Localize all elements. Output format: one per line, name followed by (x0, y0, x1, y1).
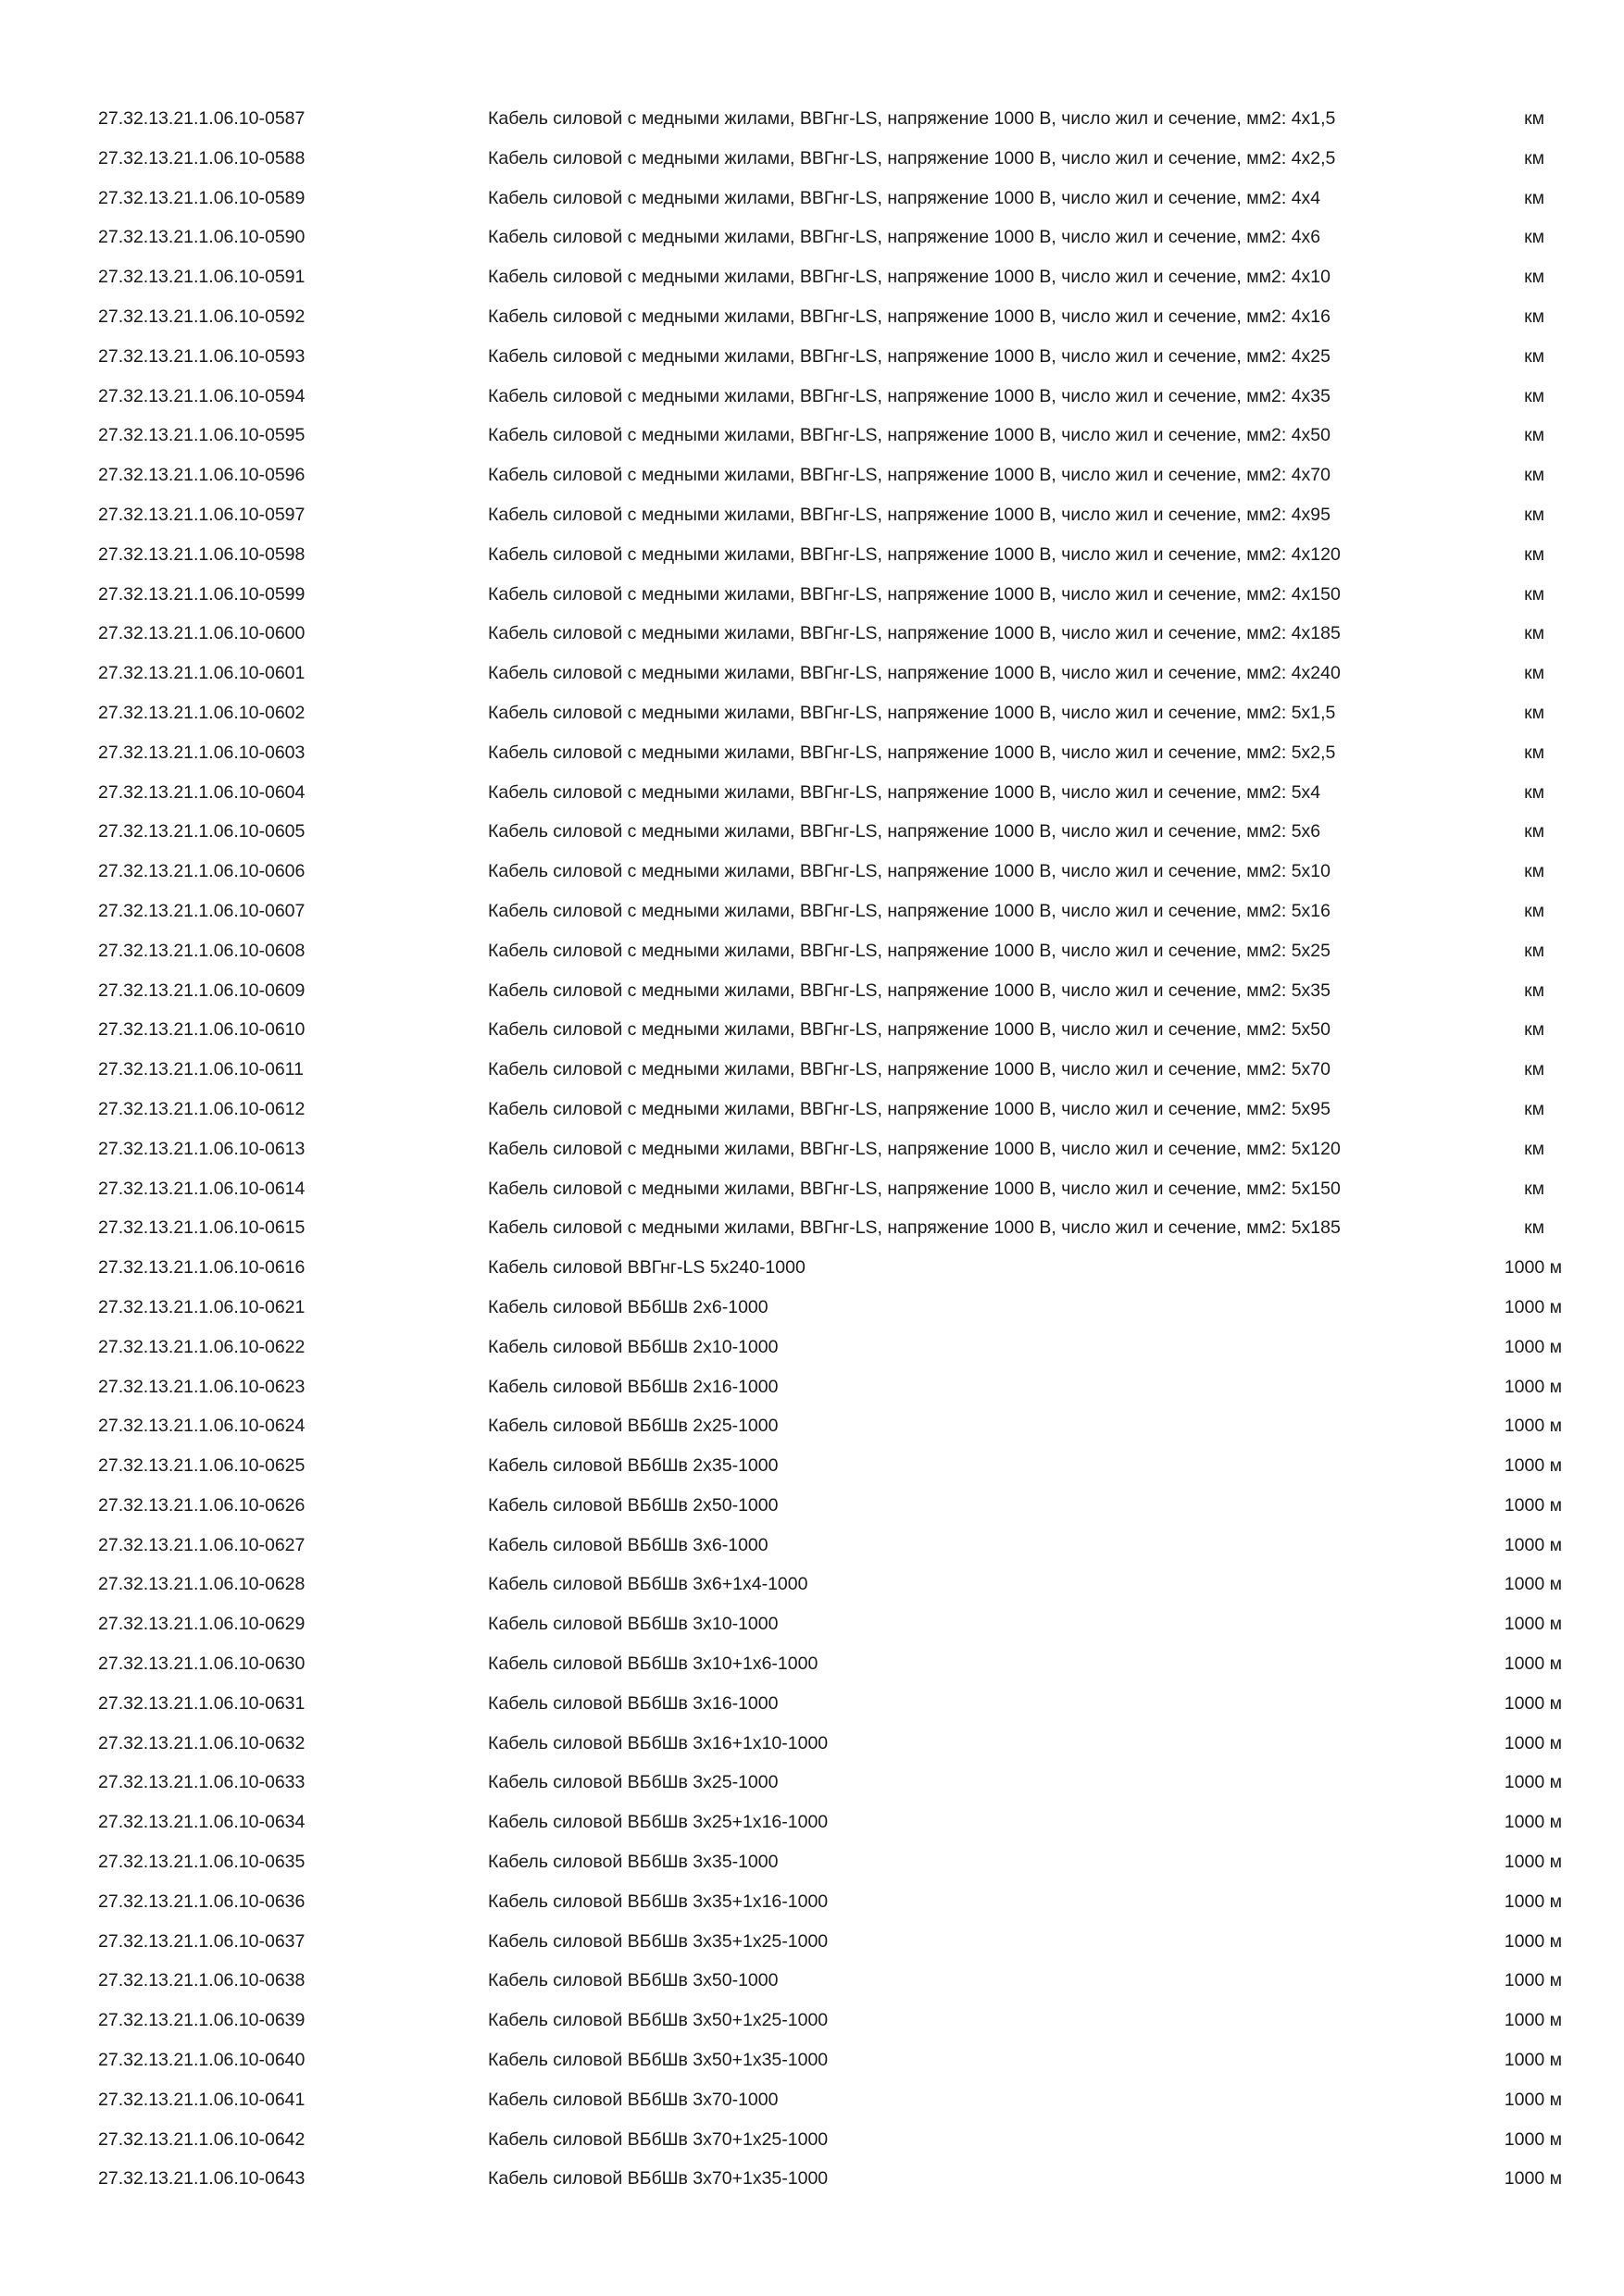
unit-of-measure: 1000 м (1504, 1574, 1562, 1595)
unit-of-measure: км (1524, 663, 1544, 684)
table-row (0, 459, 1624, 499)
resource-code: 27.32.13.21.1.06.10-0621 (98, 1296, 306, 1317)
resource-code: 27.32.13.21.1.06.10-0607 (98, 900, 306, 921)
resource-code: 27.32.13.21.1.06.10-0605 (98, 821, 306, 842)
resource-name: Кабель силовой с медными жилами, ВВГнг-LS, напряжение 1000 В, число жил и сечение, мм2: 5х1,5 (488, 702, 1336, 723)
resource-name: Кабель силовой ВБбШв 3х50+1х35-1000 (488, 2050, 829, 2071)
resource-code: 27.32.13.21.1.06.10-0634 (98, 1812, 306, 1833)
resource-code: 27.32.13.21.1.06.10-0594 (98, 385, 306, 406)
unit-of-measure: км (1524, 1059, 1544, 1080)
unit-of-measure: 1000 м (1504, 1296, 1562, 1317)
resource-code: 27.32.13.21.1.06.10-0642 (98, 2128, 306, 2150)
resource-code: 27.32.13.21.1.06.10-0636 (98, 1890, 306, 1912)
resource-name: Кабель силовой ВБбШв 2х50-1000 (488, 1494, 779, 1516)
resource-name: Кабель силовой с медными жилами, ВВГнг-LS, напряжение 1000 В, число жил и сечение, мм2: 5х50 (488, 1019, 1330, 1041)
resource-code: 27.32.13.21.1.06.10-0608 (98, 940, 306, 961)
table-row (0, 1568, 1624, 1608)
resource-code: 27.32.13.21.1.06.10-0603 (98, 742, 306, 763)
unit-of-measure: 1000 м (1504, 1930, 1562, 1952)
table-row (0, 1173, 1624, 1213)
unit-of-measure: км (1524, 861, 1544, 882)
resource-code: 27.32.13.21.1.06.10-0604 (98, 781, 306, 803)
unit-of-measure: 1000 м (1504, 1852, 1562, 1873)
resource-name: Кабель силовой с медными жилами, ВВГнг-LS, напряжение 1000 В, число жил и сечение, мм2: 5х150 (488, 1178, 1341, 1199)
resource-name: Кабель силовой с медными жилами, ВВГнг-LS, напряжение 1000 В, число жил и сечение, мм2: 5х70 (488, 1059, 1330, 1080)
table-row (0, 419, 1624, 459)
unit-of-measure: 1000 м (1504, 1732, 1562, 1753)
resource-code: 27.32.13.21.1.06.10-0593 (98, 345, 306, 367)
table-row (0, 935, 1624, 975)
resource-code: 27.32.13.21.1.06.10-0623 (98, 1376, 306, 1397)
resource-name: Кабель силовой с медными жилами, ВВГнг-LS, напряжение 1000 В, число жил и сечение, мм2: 4х16 (488, 306, 1330, 327)
resource-name: Кабель силовой ВБбШв 3х35+1х16-1000 (488, 1890, 829, 1912)
resource-name: Кабель силовой с медными жилами, ВВГнг-LS, напряжение 1000 В, число жил и сечение, мм2: 4х50 (488, 425, 1330, 446)
resource-code: 27.32.13.21.1.06.10-0641 (98, 2089, 306, 2110)
unit-of-measure: км (1524, 742, 1544, 763)
resource-code: 27.32.13.21.1.06.10-0600 (98, 623, 306, 644)
resource-name: Кабель силовой ВБбШв 3х35-1000 (488, 1852, 779, 1873)
table-row (0, 539, 1624, 579)
table-row (0, 1648, 1624, 1688)
table-row (0, 221, 1624, 261)
table-row (0, 2004, 1624, 2044)
unit-of-measure: 1000 м (1504, 1812, 1562, 1833)
table-row (0, 1212, 1624, 1252)
resource-name: Кабель силовой ВБбШв 3х10-1000 (488, 1614, 779, 1635)
unit-of-measure: 1000 м (1504, 1970, 1562, 1991)
resource-code: 27.32.13.21.1.06.10-0609 (98, 980, 306, 1001)
resource-code: 27.32.13.21.1.06.10-0596 (98, 465, 306, 486)
unit-of-measure: 1000 м (1504, 1890, 1562, 1912)
resource-code: 27.32.13.21.1.06.10-0616 (98, 1257, 306, 1279)
resource-code: 27.32.13.21.1.06.10-0610 (98, 1019, 306, 1041)
unit-of-measure: км (1524, 1217, 1544, 1239)
resource-code: 27.32.13.21.1.06.10-0624 (98, 1416, 306, 1437)
unit-of-measure: км (1524, 385, 1544, 406)
table-row (0, 1728, 1624, 1767)
resource-code: 27.32.13.21.1.06.10-0625 (98, 1455, 306, 1477)
resource-code: 27.32.13.21.1.06.10-0588 (98, 147, 306, 168)
table-row (0, 1846, 1624, 1886)
resource-code: 27.32.13.21.1.06.10-0615 (98, 1217, 306, 1239)
resource-name: Кабель силовой с медными жилами, ВВГнг-LS, напряжение 1000 В, число жил и сечение, мм2: 4х6 (488, 227, 1321, 248)
unit-of-measure: 1000 м (1504, 1614, 1562, 1635)
unit-of-measure: км (1524, 821, 1544, 842)
resource-name: Кабель силовой с медными жилами, ВВГнг-LS, напряжение 1000 В, число жил и сечение, мм2: 4х1,5 (488, 108, 1336, 129)
table-row (0, 855, 1624, 895)
resource-name: Кабель силовой с медными жилами, ВВГнг-LS, напряжение 1000 В, число жил и сечение, мм2: 5х185 (488, 1217, 1341, 1239)
resource-name: Кабель силовой с медными жилами, ВВГнг-LS, напряжение 1000 В, число жил и сечение, мм2: 4х10 (488, 267, 1330, 288)
table-row (0, 2163, 1624, 2202)
table-row (0, 1054, 1624, 1093)
unit-of-measure: км (1524, 345, 1544, 367)
resource-name: Кабель силовой с медными жилами, ВВГнг-LS, напряжение 1000 В, число жил и сечение, мм2: 4х35 (488, 385, 1330, 406)
resource-code: 27.32.13.21.1.06.10-0632 (98, 1732, 306, 1753)
table-row (0, 2084, 1624, 2124)
unit-of-measure: км (1524, 227, 1544, 248)
unit-of-measure: км (1524, 1098, 1544, 1119)
unit-of-measure: 1000 м (1504, 1416, 1562, 1437)
unit-of-measure: 1000 м (1504, 1534, 1562, 1555)
resource-name: Кабель силовой ВБбШв 3х25+1х16-1000 (488, 1812, 829, 1833)
resource-name: Кабель силовой ВБбШв 3х35+1х25-1000 (488, 1930, 829, 1952)
resource-code: 27.32.13.21.1.06.10-0591 (98, 267, 306, 288)
table-row (0, 2124, 1624, 2164)
unit-of-measure: км (1524, 1138, 1544, 1159)
unit-of-measure: км (1524, 504, 1544, 525)
resource-name: Кабель силовой с медными жилами, ВВГнг-LS, напряжение 1000 В, число жил и сечение, мм2: 4х25 (488, 345, 1330, 367)
resource-code: 27.32.13.21.1.06.10-0589 (98, 187, 306, 208)
resource-name: Кабель силовой ВБбШв 3х70+1х25-1000 (488, 2128, 829, 2150)
unit-of-measure: км (1524, 623, 1544, 644)
resource-name: Кабель силовой с медными жилами, ВВГнг-LS, напряжение 1000 В, число жил и сечение, мм2: 4х70 (488, 465, 1330, 486)
resource-name: Кабель силовой ВБбШв 3х50-1000 (488, 1970, 779, 1991)
unit-of-measure: км (1524, 702, 1544, 723)
resource-name: Кабель силовой с медными жилами, ВВГнг-LS, напряжение 1000 В, число жил и сечение, мм2: 5х120 (488, 1138, 1341, 1159)
unit-of-measure: км (1524, 465, 1544, 486)
resource-code: 27.32.13.21.1.06.10-0612 (98, 1098, 306, 1119)
resource-code: 27.32.13.21.1.06.10-0635 (98, 1852, 306, 1873)
table-row (0, 261, 1624, 301)
resource-name: Кабель силовой ВБбШв 2х35-1000 (488, 1455, 779, 1477)
resource-code: 27.32.13.21.1.06.10-0597 (98, 504, 306, 525)
table-row (0, 697, 1624, 737)
unit-of-measure: 1000 м (1504, 1692, 1562, 1714)
table-row (0, 1331, 1624, 1371)
resource-code: 27.32.13.21.1.06.10-0628 (98, 1574, 306, 1595)
unit-of-measure: км (1524, 108, 1544, 129)
resource-name: Кабель силовой ВБбШв 3х16+1х10-1000 (488, 1732, 829, 1753)
resource-name: Кабель силовой ВБбШв 3х70-1000 (488, 2089, 779, 2110)
resource-code: 27.32.13.21.1.06.10-0598 (98, 543, 306, 565)
resource-name: Кабель силовой с медными жилами, ВВГнг-LS, напряжение 1000 В, число жил и сечение, мм2: 5х10 (488, 861, 1330, 882)
resource-name: Кабель силовой с медными жилами, ВВГнг-LS, напряжение 1000 В, число жил и сечение, мм2: 5х2,5 (488, 742, 1336, 763)
table-row (0, 1926, 1624, 1965)
table-row (0, 182, 1624, 222)
resource-code: 27.32.13.21.1.06.10-0595 (98, 425, 306, 446)
table-row (0, 1133, 1624, 1173)
unit-of-measure: 1000 м (1504, 2010, 1562, 2031)
table-row (0, 499, 1624, 539)
resource-name: Кабель силовой ВБбШв 3х50+1х25-1000 (488, 2010, 829, 2031)
unit-of-measure: км (1524, 583, 1544, 605)
resource-name: Кабель силовой с медными жилами, ВВГнг-LS, напряжение 1000 В, число жил и сечение, мм2: 4х150 (488, 583, 1341, 605)
table-row (0, 341, 1624, 381)
resource-code: 27.32.13.21.1.06.10-0601 (98, 663, 306, 684)
unit-of-measure: км (1524, 1178, 1544, 1199)
resource-name: Кабель силовой ВБбШв 2х10-1000 (488, 1336, 779, 1357)
unit-of-measure: км (1524, 147, 1544, 168)
table-row (0, 579, 1624, 618)
unit-of-measure: 1000 м (1504, 1376, 1562, 1397)
unit-of-measure: км (1524, 940, 1544, 961)
resource-name: Кабель силовой ВВГнг-LS 5х240-1000 (488, 1257, 806, 1279)
resource-code: 27.32.13.21.1.06.10-0606 (98, 861, 306, 882)
resource-name: Кабель силовой ВБбШв 2х25-1000 (488, 1416, 779, 1437)
resource-name: Кабель силовой с медными жилами, ВВГнг-LS, напряжение 1000 В, число жил и сечение, мм2: 5х95 (488, 1098, 1330, 1119)
table-row (0, 1608, 1624, 1648)
table-row (0, 816, 1624, 855)
unit-of-measure: км (1524, 900, 1544, 921)
table-row (0, 777, 1624, 817)
table-row (0, 657, 1624, 697)
price-list-table (0, 103, 1624, 2202)
table-row (0, 103, 1624, 143)
resource-code: 27.32.13.21.1.06.10-0622 (98, 1336, 306, 1357)
resource-name: Кабель силовой с медными жилами, ВВГнг-LS, напряжение 1000 В, число жил и сечение, мм2: 5х4 (488, 781, 1321, 803)
table-row (0, 1490, 1624, 1529)
unit-of-measure: 1000 м (1504, 1653, 1562, 1675)
resource-name: Кабель силовой ВБбШв 2х6-1000 (488, 1296, 768, 1317)
table-row (0, 895, 1624, 935)
resource-code: 27.32.13.21.1.06.10-0639 (98, 2010, 306, 2031)
resource-code: 27.32.13.21.1.06.10-0602 (98, 702, 306, 723)
resource-code: 27.32.13.21.1.06.10-0643 (98, 2168, 306, 2190)
unit-of-measure: км (1524, 267, 1544, 288)
resource-name: Кабель силовой с медными жилами, ВВГнг-LS, напряжение 1000 В, число жил и сечение, мм2: 4х185 (488, 623, 1341, 644)
unit-of-measure: км (1524, 187, 1544, 208)
unit-of-measure: км (1524, 306, 1544, 327)
table-row (0, 1965, 1624, 2004)
table-row (0, 1766, 1624, 1806)
table-row (0, 1093, 1624, 1133)
resource-code: 27.32.13.21.1.06.10-0614 (98, 1178, 306, 1199)
table-row (0, 737, 1624, 777)
table-row (0, 1688, 1624, 1728)
unit-of-measure: км (1524, 1019, 1544, 1041)
resource-name: Кабель силовой с медными жилами, ВВГнг-LS, напряжение 1000 В, число жил и сечение, мм2: 4х2,5 (488, 147, 1336, 168)
table-row (0, 1371, 1624, 1411)
resource-name: Кабель силовой с медными жилами, ВВГнг-LS, напряжение 1000 В, число жил и сечение, мм2: 5х16 (488, 900, 1330, 921)
table-row (0, 1450, 1624, 1490)
unit-of-measure: км (1524, 980, 1544, 1001)
resource-code: 27.32.13.21.1.06.10-0627 (98, 1534, 306, 1555)
table-row (0, 301, 1624, 341)
resource-name: Кабель силовой с медными жилами, ВВГнг-LS, напряжение 1000 В, число жил и сечение, мм2: 4х120 (488, 543, 1341, 565)
table-row (0, 143, 1624, 182)
unit-of-measure: 1000 м (1504, 1494, 1562, 1516)
resource-name: Кабель силовой с медными жилами, ВВГнг-LS, напряжение 1000 В, число жил и сечение, мм2: 5х35 (488, 980, 1330, 1001)
resource-code: 27.32.13.21.1.06.10-0626 (98, 1494, 306, 1516)
unit-of-measure: 1000 м (1504, 1455, 1562, 1477)
table-row (0, 381, 1624, 420)
table-row (0, 1886, 1624, 1926)
resource-name: Кабель силовой с медными жилами, ВВГнг-LS, напряжение 1000 В, число жил и сечение, мм2: 4х240 (488, 663, 1341, 684)
table-row (0, 1292, 1624, 1331)
resource-name: Кабель силовой ВБбШв 3х16-1000 (488, 1692, 779, 1714)
resource-name: Кабель силовой с медными жилами, ВВГнг-LS, напряжение 1000 В, число жил и сечение, мм2: 5х6 (488, 821, 1321, 842)
resource-code: 27.32.13.21.1.06.10-0629 (98, 1614, 306, 1635)
unit-of-measure: км (1524, 425, 1544, 446)
unit-of-measure: 1000 м (1504, 2128, 1562, 2150)
resource-code: 27.32.13.21.1.06.10-0587 (98, 108, 306, 129)
unit-of-measure: 1000 м (1504, 2050, 1562, 2071)
unit-of-measure: км (1524, 543, 1544, 565)
unit-of-measure: 1000 м (1504, 2089, 1562, 2110)
resource-name: Кабель силовой ВБбШв 3х70+1х35-1000 (488, 2168, 829, 2190)
unit-of-measure: 1000 м (1504, 1336, 1562, 1357)
table-row (0, 2044, 1624, 2084)
table-row (0, 1014, 1624, 1054)
table-row (0, 618, 1624, 657)
unit-of-measure: 1000 м (1504, 2168, 1562, 2190)
unit-of-measure: 1000 м (1504, 1257, 1562, 1279)
unit-of-measure: км (1524, 781, 1544, 803)
resource-code: 27.32.13.21.1.06.10-0638 (98, 1970, 306, 1991)
resource-code: 27.32.13.21.1.06.10-0611 (98, 1059, 304, 1080)
resource-name: Кабель силовой с медными жилами, ВВГнг-LS, напряжение 1000 В, число жил и сечение, мм2: 5х25 (488, 940, 1330, 961)
resource-name: Кабель силовой с медными жилами, ВВГнг-LS, напряжение 1000 В, число жил и сечение, мм2: 4х4 (488, 187, 1321, 208)
resource-name: Кабель силовой ВБбШв 3х10+1х6-1000 (488, 1653, 818, 1675)
resource-code: 27.32.13.21.1.06.10-0637 (98, 1930, 306, 1952)
resource-code: 27.32.13.21.1.06.10-0599 (98, 583, 306, 605)
table-row (0, 1410, 1624, 1450)
resource-code: 27.32.13.21.1.06.10-0640 (98, 2050, 306, 2071)
resource-code: 27.32.13.21.1.06.10-0631 (98, 1692, 306, 1714)
table-row (0, 1529, 1624, 1569)
table-row (0, 1252, 1624, 1292)
resource-code: 27.32.13.21.1.06.10-0633 (98, 1772, 306, 1793)
resource-code: 27.32.13.21.1.06.10-0592 (98, 306, 306, 327)
resource-name: Кабель силовой ВБбШв 3х25-1000 (488, 1772, 779, 1793)
resource-name: Кабель силовой ВБбШв 3х6-1000 (488, 1534, 768, 1555)
resource-code: 27.32.13.21.1.06.10-0613 (98, 1138, 306, 1159)
resource-code: 27.32.13.21.1.06.10-0590 (98, 227, 306, 248)
resource-code: 27.32.13.21.1.06.10-0630 (98, 1653, 306, 1675)
resource-name: Кабель силовой ВБбШв 2х16-1000 (488, 1376, 779, 1397)
table-row (0, 1806, 1624, 1846)
unit-of-measure: 1000 м (1504, 1772, 1562, 1793)
resource-name: Кабель силовой с медными жилами, ВВГнг-LS, напряжение 1000 В, число жил и сечение, мм2: 4х95 (488, 504, 1330, 525)
table-row (0, 975, 1624, 1015)
resource-name: Кабель силовой ВБбШв 3х6+1х4-1000 (488, 1574, 808, 1595)
